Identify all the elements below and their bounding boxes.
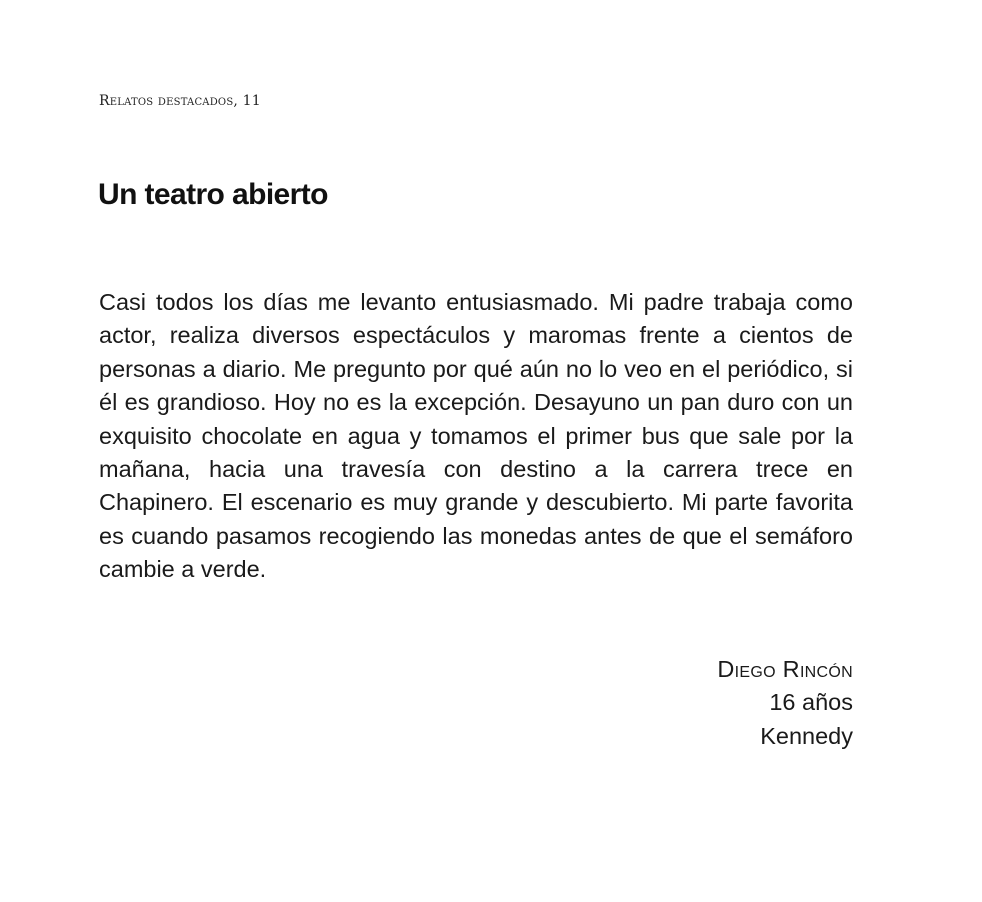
author-age: 16 años xyxy=(769,689,853,716)
story-title: Un teatro abierto xyxy=(98,178,328,211)
author-name: Diego Rincón xyxy=(717,656,853,682)
story-body: Casi todos los días me levanto entusiasmado. Mi padre trabaja como actor, realiza diversos espectáculos y maromas frente a cientos de personas a diario. Me pregunto por qué aún no lo veo en el periódico, si él es grandioso. Hoy no es la excepción. Desayuno un pan duro con un exquisito chocolate en agua y tomamos el primer bus que sale por la mañana, hacia una travesía con destino a la carrera trece en Chapinero. El escenario es muy grande y descubierto. Mi parte favorita es cuando pasamos recogiendo las monedas antes de que el semáforo cambie a verde. xyxy=(99,289,853,583)
author-signature xyxy=(717,653,853,753)
running-head: Relatos destacados, 11 xyxy=(99,93,261,109)
author-locality: Kennedy xyxy=(760,722,853,749)
